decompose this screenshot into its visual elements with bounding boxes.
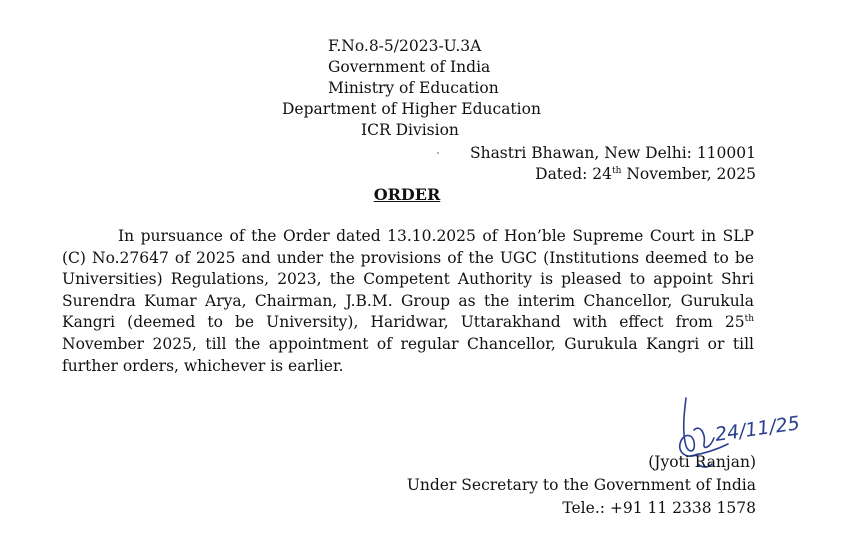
header-date <box>535 164 756 185</box>
scan-speck <box>437 152 439 154</box>
body-ordinal: th <box>744 314 754 325</box>
signature-date: 24/11/25 <box>713 412 802 446</box>
signatory-designation: Under Secretary to the Government of India <box>406 476 756 494</box>
header-address: Shastri Bhawan, New Delhi: 110001 <box>469 144 756 162</box>
date-day: Dated: 24 <box>535 165 613 183</box>
signatory-name: (Jyoti Ranjan) <box>648 453 756 471</box>
date-ordinal: th <box>612 166 622 176</box>
body-text-part2: November 2025, till the appointment of regular Chancellor, Gurukula Kangri or till further orders, whichever is earlier. <box>62 334 754 375</box>
header-department: Department of Higher Education <box>282 100 541 118</box>
signatory-telephone: Tele.: +91 11 2338 1578 <box>562 499 756 517</box>
header-ministry: Ministry of Education <box>328 79 499 97</box>
order-title <box>0 185 842 204</box>
date-month-year: November, 2025 <box>621 165 756 183</box>
file-number: F.No.8-5/2023-U.3A <box>328 37 482 55</box>
body-text-part1: In pursuance of the Order dated 13.10.2025 of Hon’ble Supreme Court in SLP (C) No.27647 of 2025 and under the provisions of the UGC (Institutions deemed to be Universities) Regulations, 2023, the Competent Authority is pleased to appoint Shri Surendra Kumar Arya, Chairman, J.B.M. Group as the interim Chancellor, Gurukula Kangri (deemed to be University), Haridwar, Uttarakhand with effect from 25 <box>62 227 754 332</box>
header-division: ICR Division <box>361 121 459 139</box>
order-title-text: ORDER <box>373 185 441 204</box>
order-body <box>62 226 754 377</box>
header-government: Government of India <box>328 58 491 76</box>
